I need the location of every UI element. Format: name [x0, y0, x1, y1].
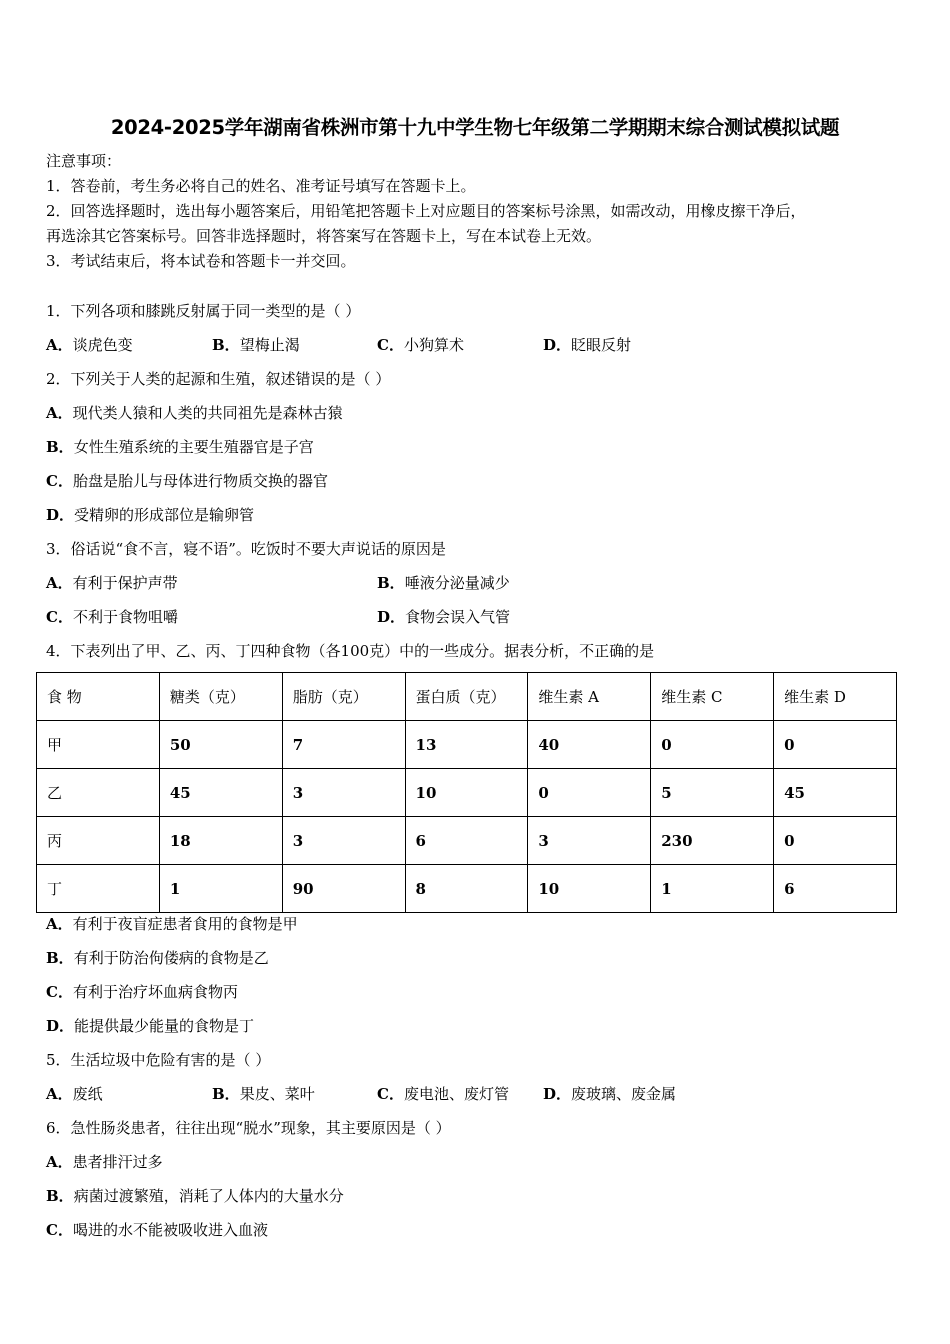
table-row	[37, 769, 897, 817]
table-cell: 甲	[37, 721, 160, 769]
option-b: B．唾液分泌量减少	[377, 574, 510, 592]
table-cell: 230	[651, 817, 774, 865]
table-cell: 丁	[37, 865, 160, 913]
table-cell: 45	[774, 769, 897, 817]
table-cell: 1	[159, 865, 282, 913]
option-c: C．小狗算术	[377, 336, 464, 354]
question-stem: 2．下列关于人类的起源和生殖，叙述错误的是（ ）	[46, 370, 391, 388]
option-d: D．受精卵的形成部位是输卵管	[46, 506, 255, 524]
table-cell: 3	[282, 769, 405, 817]
option-a: A．废纸	[46, 1085, 103, 1103]
option-d: D．眨眼反射	[543, 336, 632, 354]
notice-line: 2．回答选择题时，选出每小题答案后，用铅笔把答题卡上对应题目的答案标号涂黑，如需改动，用橡皮擦干净后，	[46, 202, 806, 220]
table-row	[37, 865, 897, 913]
table-header-cell: 糖类（克）	[159, 673, 282, 721]
option-b: B．有利于防治佝偻病的食物是乙	[46, 949, 269, 967]
question-stem: 4．下表列出了甲、乙、丙、丁四种食物（各100克）中的一些成分。据表分析，不正确的是	[46, 642, 655, 660]
option-a: A．谈虎色变	[46, 336, 133, 354]
table-row	[37, 721, 897, 769]
table-cell: 0	[528, 769, 651, 817]
table-cell: 3	[528, 817, 651, 865]
table-cell: 1	[651, 865, 774, 913]
question-stem: 6．急性肠炎患者，往往出现“脱水”现象，其主要原因是（ ）	[46, 1119, 451, 1137]
table-cell: 0	[774, 817, 897, 865]
option-b: B．望梅止渴	[212, 336, 300, 354]
option-a: A．现代类人猿和人类的共同祖先是森林古猿	[46, 404, 343, 422]
option-c: C．胎盘是胎儿与母体进行物质交换的器官	[46, 472, 328, 490]
question-stem: 5．生活垃圾中危险有害的是（ ）	[46, 1051, 271, 1069]
table-cell: 10	[405, 769, 528, 817]
table-header-cell: 维生素 A	[528, 673, 651, 721]
table-cell: 10	[528, 865, 651, 913]
option-c: C．废电池、废灯管	[377, 1085, 509, 1103]
table-cell: 13	[405, 721, 528, 769]
table-header-cell: 食 物	[37, 673, 160, 721]
option-d: D．食物会误入气管	[377, 608, 511, 626]
option-c: C．不利于食物咀嚼	[46, 608, 178, 626]
table-cell: 40	[528, 721, 651, 769]
food-nutrient-table	[36, 672, 897, 913]
table-cell: 6	[405, 817, 528, 865]
notice-heading: 注意事项：	[46, 152, 122, 170]
notice-line: 3．考试结束后，将本试卷和答题卡一并交回。	[46, 252, 356, 270]
table-cell: 乙	[37, 769, 160, 817]
table-cell: 5	[651, 769, 774, 817]
table-cell: 7	[282, 721, 405, 769]
notice-line: 1．答卷前，考生务必将自己的姓名、准考证号填写在答题卡上。	[46, 177, 476, 195]
table-cell: 45	[159, 769, 282, 817]
option-a: A．有利于保护声带	[46, 574, 178, 592]
table-cell: 50	[159, 721, 282, 769]
option-c: C．有利于治疗坏血病食物丙	[46, 983, 238, 1001]
table-header-row	[37, 673, 897, 721]
table-cell: 18	[159, 817, 282, 865]
option-a: A．有利于夜盲症患者食用的食物是甲	[46, 915, 298, 933]
option-d: D．能提供最少能量的食物是丁	[46, 1017, 255, 1035]
table-cell: 0	[774, 721, 897, 769]
table-header-cell: 蛋白质（克）	[405, 673, 528, 721]
notice-line: 再选涂其它答案标号。回答非选择题时，将答案写在答题卡上，写在本试卷上无效。	[46, 227, 602, 245]
option-b: B．女性生殖系统的主要生殖器官是子宫	[46, 438, 314, 456]
table-row	[37, 817, 897, 865]
table-cell: 90	[282, 865, 405, 913]
option-b: B．病菌过渡繁殖，消耗了人体内的大量水分	[46, 1187, 344, 1205]
option-c: C．喝进的水不能被吸收进入血液	[46, 1221, 268, 1239]
option-b: B．果皮、菜叶	[212, 1085, 315, 1103]
question-stem: 1．下列各项和膝跳反射属于同一类型的是（ ）	[46, 302, 361, 320]
table-header-cell: 脂肪（克）	[282, 673, 405, 721]
table-cell: 丙	[37, 817, 160, 865]
table-header-cell: 维生素 C	[651, 673, 774, 721]
table-cell: 8	[405, 865, 528, 913]
table-cell: 6	[774, 865, 897, 913]
option-d: D．废玻璃、废金属	[543, 1085, 677, 1103]
table-cell: 0	[651, 721, 774, 769]
table-header-cell: 维生素 D	[774, 673, 897, 721]
question-stem: 3．俗话说“食不言，寝不语”。吃饭时不要大声说话的原因是	[46, 540, 446, 558]
option-a: A．患者排汗过多	[46, 1153, 163, 1171]
page-title: 2024-2025学年湖南省株洲市第十九中学生物七年级第二学期期末综合测试模拟试题	[110, 116, 840, 139]
table-cell: 3	[282, 817, 405, 865]
